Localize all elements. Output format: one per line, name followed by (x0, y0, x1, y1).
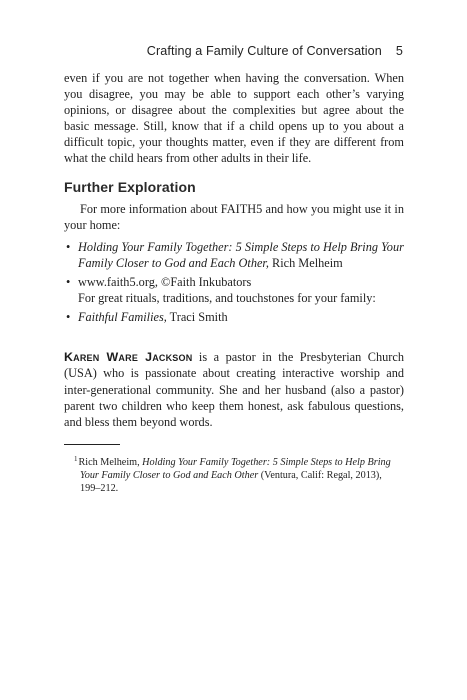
footnote-publication: (Ventura, Calif: Regal, 2013), 199–212. (80, 469, 382, 494)
footnote-author: Rich Melheim, (78, 456, 143, 468)
page-number: 5 (395, 44, 403, 58)
resource-title: Holding Your Family Together: 5 Simple Steps to Help Bring Your Family Closer to God and Each Other, (78, 239, 404, 270)
footnote-title: Holding Your Family Together: 5 Simple Steps to Help Bring Your Family Closer to God and Each Other (80, 456, 391, 481)
resource-subnote: For great rituals, traditions, and touchstones for your family: (78, 291, 376, 306)
author-bio-text: is a pastor in the Presbyterian Church (USA) who is passionate about creating interactive worship and inter-generational community. She and her husband (also a pastor) parent two children who keep them honest, ask fabulous questions, and bless them beyond words. (64, 350, 404, 429)
running-head-title: Crafting a Family Culture of Conversation (146, 44, 382, 58)
resource-link-text: www.faith5.org, ©Faith Inkubators (78, 275, 252, 290)
footnote-marker: 1 (74, 454, 78, 463)
author-name: Karen Ware Jackson (64, 350, 193, 365)
resource-item-holding-your-family (64, 239, 404, 271)
further-exploration-heading: Further Exploration (64, 178, 196, 195)
footnote (64, 453, 404, 495)
resource-author: Traci Smith (166, 310, 228, 325)
bullet-marker: • (66, 310, 71, 325)
resource-author: Rich Melheim (268, 255, 343, 270)
bullet-marker: • (66, 275, 71, 290)
footnote-divider (64, 444, 120, 445)
bullet-marker: • (66, 239, 71, 254)
resource-item-faith5-website (64, 274, 404, 306)
opening-paragraph: even if you are not together when having the conversation. When you disagree, you may be able to support each other’s varying opinions, or disagree about the complexities but agree about the basic message. Still, know that if a child opens up to you about a difficult topic, your thoughts matter, even if they are different from what the child hears from other adults in their life. (64, 71, 404, 166)
page-content (64, 70, 404, 495)
resource-title: Faithful Families, (78, 310, 167, 325)
resource-item-faithful-families (64, 309, 404, 325)
resource-list (64, 239, 404, 325)
running-head (147, 44, 403, 58)
further-exploration-intro: For more information about FAITH5 and how you might use it in your home: (64, 201, 404, 232)
author-bio (64, 349, 404, 429)
